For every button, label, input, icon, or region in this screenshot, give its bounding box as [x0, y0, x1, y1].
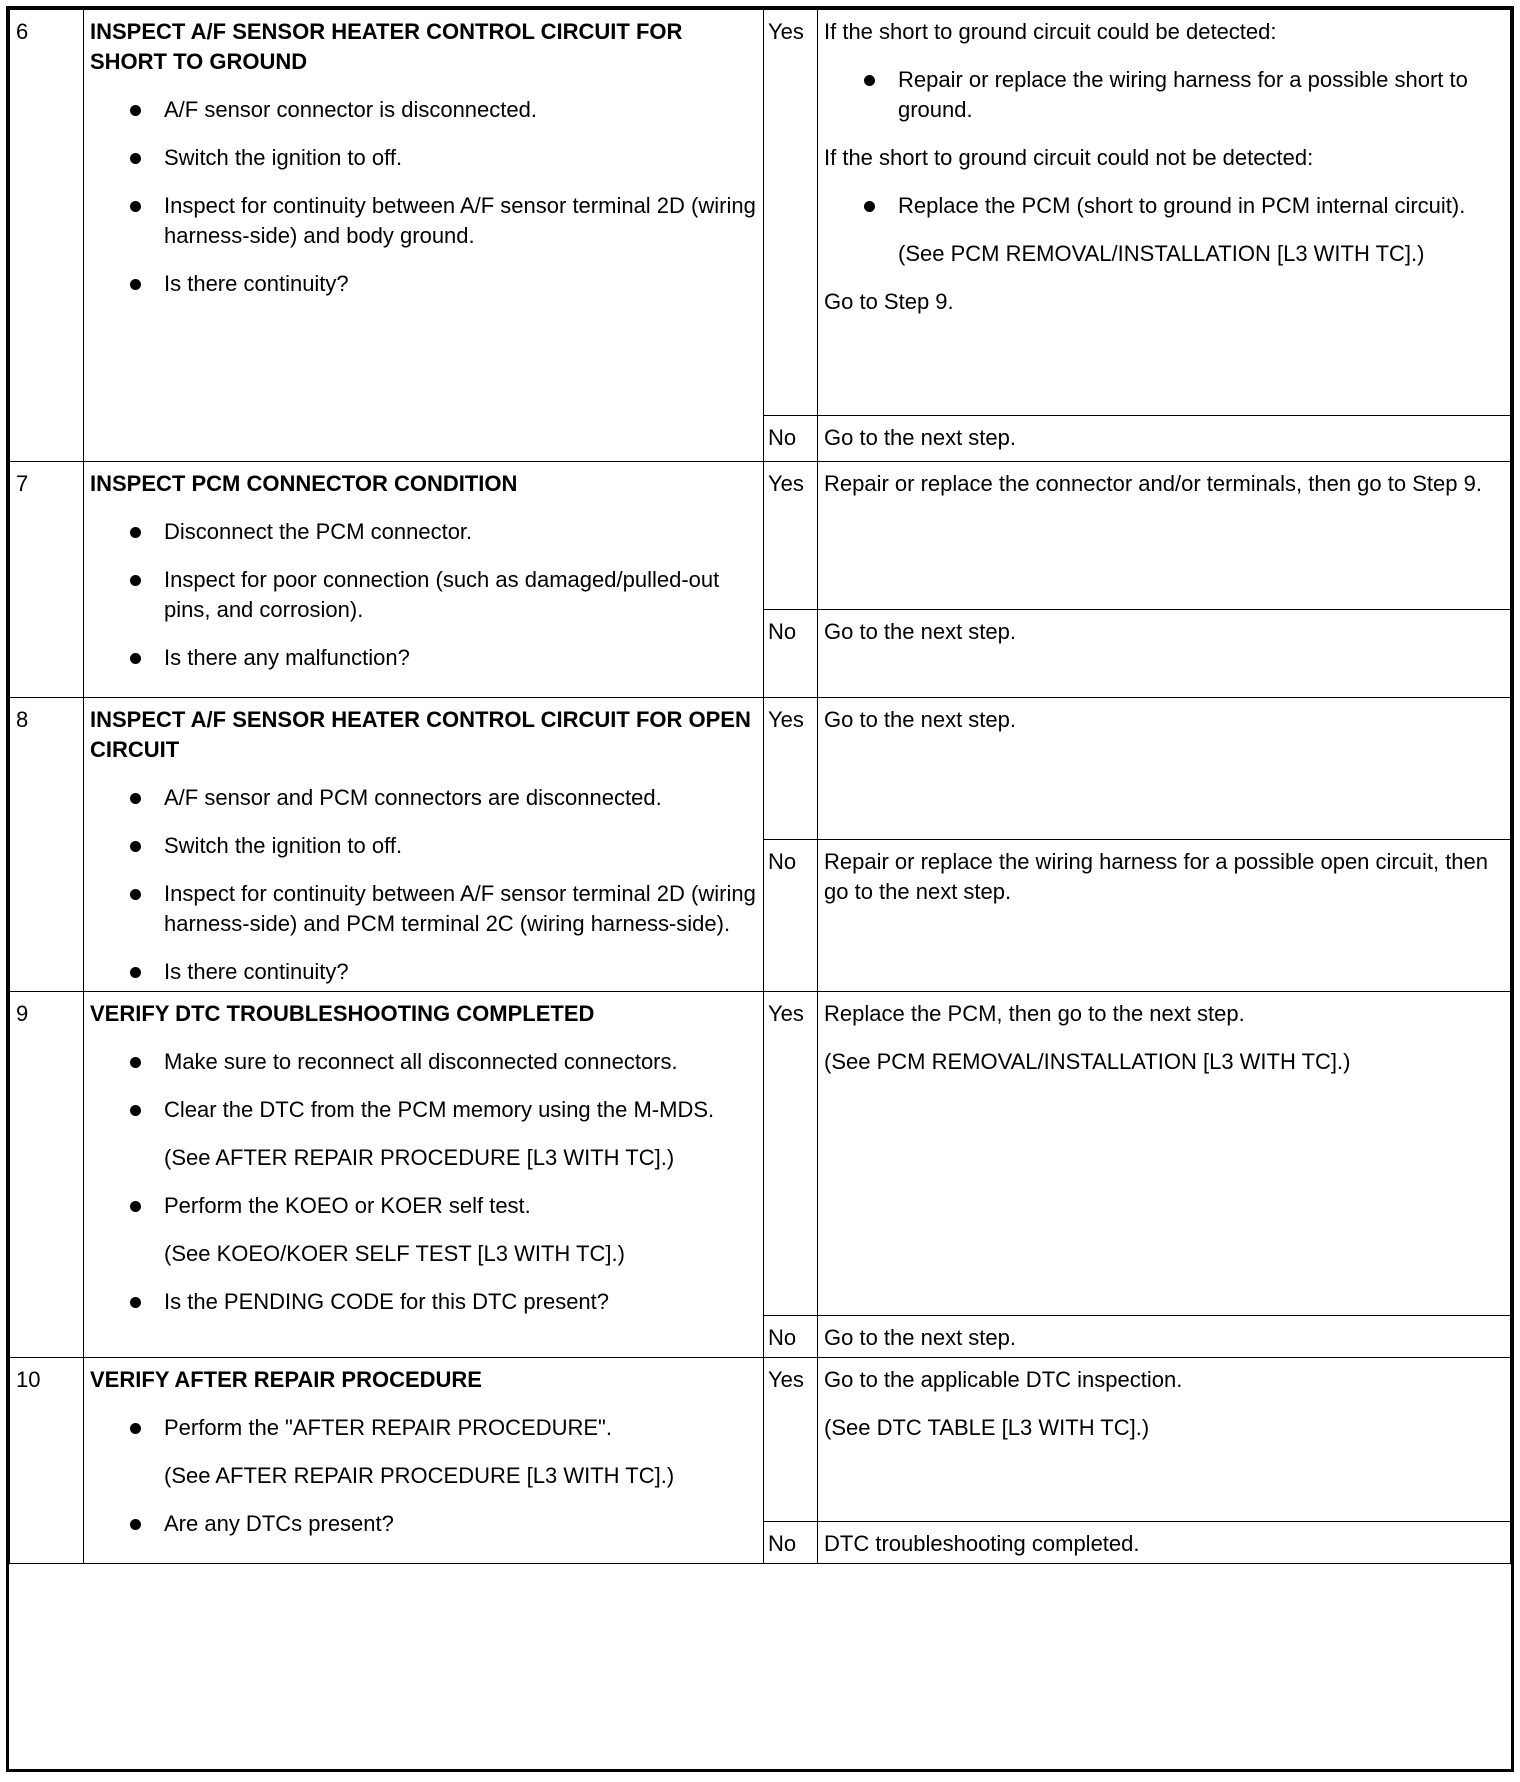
no-result: Go to the next step.	[818, 1316, 1511, 1358]
result-text: If the short to ground circuit could not be detected:	[824, 145, 1314, 170]
step-title: VERIFY DTC TROUBLESHOOTING COMPLETED	[90, 1001, 595, 1026]
action-list	[90, 1413, 757, 1539]
step-9-yes-row	[10, 992, 1511, 1316]
action-item: Is there continuity?	[128, 269, 757, 299]
result-text: Go to Step 9.	[824, 289, 954, 314]
step-action-cell	[84, 462, 764, 698]
step-action-cell	[84, 992, 764, 1358]
result-list	[824, 191, 1504, 269]
result-text: Go to the applicable DTC inspection.	[824, 1367, 1183, 1392]
no-label: No	[764, 415, 818, 461]
action-list	[90, 1047, 757, 1317]
action-item	[128, 1413, 757, 1491]
action-item: A/F sensor and PCM connectors are disconnected.	[128, 783, 757, 813]
step-title: VERIFY AFTER REPAIR PROCEDURE	[90, 1367, 482, 1392]
result-item-text: Replace the PCM (short to ground in PCM internal circuit).	[898, 193, 1466, 218]
action-reference: (See KOEO/KOER SELF TEST [L3 WITH TC].)	[164, 1241, 625, 1266]
yes-result	[818, 992, 1511, 1316]
yes-label: Yes	[764, 10, 818, 416]
action-list	[90, 517, 757, 673]
result-reference: (See DTC TABLE [L3 WITH TC].)	[824, 1415, 1150, 1440]
no-label: No	[764, 1316, 818, 1358]
result-reference: (See PCM REMOVAL/INSTALLATION [L3 WITH TC].)	[898, 241, 1425, 266]
result-item	[862, 191, 1504, 269]
action-item: Make sure to reconnect all disconnected connectors.	[128, 1047, 757, 1077]
no-result: Go to the next step.	[818, 415, 1511, 461]
action-item-text: Clear the DTC from the PCM memory using the M-MDS.	[164, 1097, 715, 1122]
yes-result	[818, 1358, 1511, 1522]
step-6-yes-row	[10, 10, 1511, 416]
result-text: If the short to ground circuit could be detected:	[824, 19, 1277, 44]
action-item	[128, 1191, 757, 1269]
action-item: Inspect for continuity between A/F sensor terminal 2D (wiring harness-side) and PCM terminal 2C (wiring harness-side).	[128, 879, 757, 939]
action-item: Is there continuity?	[128, 957, 757, 987]
result-list	[824, 65, 1504, 125]
yes-label: Yes	[764, 1358, 818, 1522]
action-item: Is there any malfunction?	[128, 643, 757, 673]
step-number: 9	[10, 992, 84, 1358]
no-label: No	[764, 1522, 818, 1564]
step-title: INSPECT A/F SENSOR HEATER CONTROL CIRCUIT FOR OPEN CIRCUIT	[90, 707, 751, 762]
action-item: Switch the ignition to off.	[128, 831, 757, 861]
action-item-text: Perform the KOEO or KOER self test.	[164, 1193, 531, 1218]
action-item-text: Perform the "AFTER REPAIR PROCEDURE".	[164, 1415, 612, 1440]
action-item: Switch the ignition to off.	[128, 143, 757, 173]
step-8-yes-row	[10, 698, 1511, 840]
no-result: Go to the next step.	[818, 610, 1511, 698]
yes-result: Repair or replace the connector and/or terminals, then go to Step 9.	[818, 462, 1511, 610]
step-number: 7	[10, 462, 84, 698]
action-item: A/F sensor connector is disconnected.	[128, 95, 757, 125]
action-list	[90, 783, 757, 987]
action-reference: (See AFTER REPAIR PROCEDURE [L3 WITH TC].)	[164, 1463, 675, 1488]
action-item: Is the PENDING CODE for this DTC present?	[128, 1287, 757, 1317]
action-item: Inspect for poor connection (such as damaged/pulled-out pins, and corrosion).	[128, 565, 757, 625]
result-reference: (See PCM REMOVAL/INSTALLATION [L3 WITH TC].)	[824, 1049, 1351, 1074]
step-7-yes-row	[10, 462, 1511, 610]
action-item: Disconnect the PCM connector.	[128, 517, 757, 547]
yes-label: Yes	[764, 992, 818, 1316]
action-reference: (See AFTER REPAIR PROCEDURE [L3 WITH TC].)	[164, 1145, 675, 1170]
yes-label: Yes	[764, 698, 818, 840]
diagnostic-steps-table	[9, 9, 1511, 1564]
step-10-yes-row	[10, 1358, 1511, 1522]
step-number: 8	[10, 698, 84, 992]
step-title: INSPECT PCM CONNECTOR CONDITION	[90, 471, 518, 496]
step-title: INSPECT A/F SENSOR HEATER CONTROL CIRCUIT FOR SHORT TO GROUND	[90, 19, 683, 74]
diagnostic-procedure-sheet	[6, 6, 1514, 1772]
step-action-cell	[84, 10, 764, 462]
yes-label: Yes	[764, 462, 818, 610]
step-action-cell	[84, 698, 764, 992]
step-number: 10	[10, 1358, 84, 1564]
yes-result	[818, 10, 1511, 416]
result-text: Replace the PCM, then go to the next step.	[824, 1001, 1245, 1026]
step-action-cell	[84, 1358, 764, 1564]
no-label: No	[764, 840, 818, 992]
no-result: Repair or replace the wiring harness for a possible open circuit, then go to the next step.	[818, 840, 1511, 992]
action-item: Inspect for continuity between A/F sensor terminal 2D (wiring harness-side) and body ground.	[128, 191, 757, 251]
step-number: 6	[10, 10, 84, 462]
no-label: No	[764, 610, 818, 698]
yes-result: Go to the next step.	[818, 698, 1511, 840]
action-item	[128, 1095, 757, 1173]
no-result: DTC troubleshooting completed.	[818, 1522, 1511, 1564]
result-item: Repair or replace the wiring harness for a possible short to ground.	[862, 65, 1504, 125]
action-item: Are any DTCs present?	[128, 1509, 757, 1539]
action-list	[90, 95, 757, 299]
